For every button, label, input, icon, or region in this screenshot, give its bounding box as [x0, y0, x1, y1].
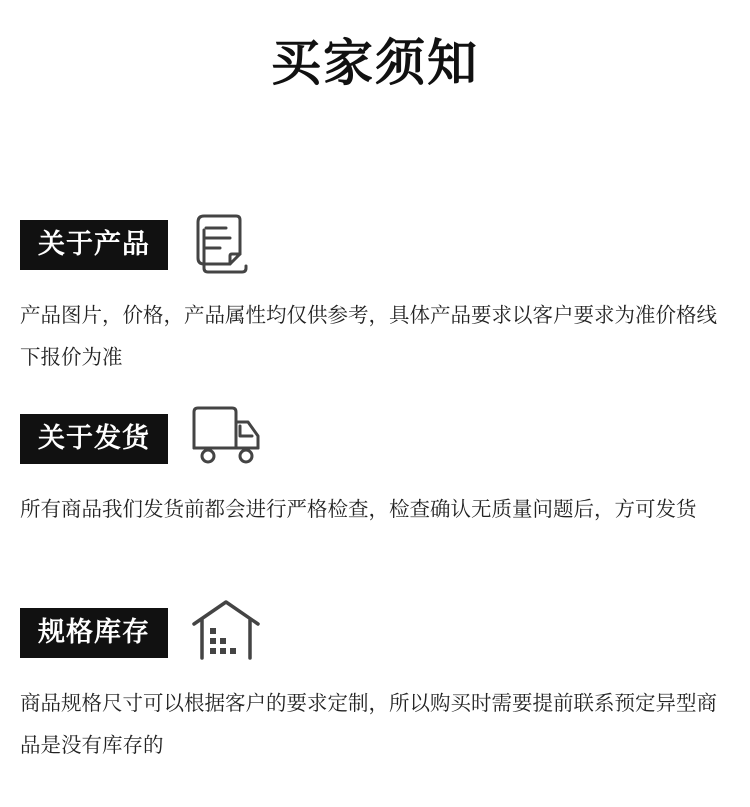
section-spec-stock	[20, 598, 730, 766]
section-label: 关于发货	[20, 414, 168, 464]
page-title: 买家须知	[271, 34, 479, 92]
document-icon	[190, 210, 262, 280]
section-about-shipping	[20, 404, 730, 530]
warehouse-icon	[190, 598, 262, 668]
truck-icon	[190, 404, 262, 474]
section-description: 所有商品我们发货前都会进行严格检查，检查确认无质量问题后，方可发货	[20, 497, 697, 521]
section-description: 商品规格尺寸可以根据客户的要求定制，所以购买时需要提前联系预定异型商品是没有库存的	[20, 691, 717, 757]
section-label: 关于产品	[20, 220, 168, 270]
section-header	[20, 598, 730, 668]
section-header	[20, 404, 730, 474]
section-about-product	[20, 210, 730, 378]
section-description: 产品图片，价格，产品属性均仅供参考，具体产品要求以客户要求为准价格线下报价为准	[20, 303, 717, 369]
section-header	[20, 210, 730, 280]
section-label: 规格库存	[20, 608, 168, 658]
